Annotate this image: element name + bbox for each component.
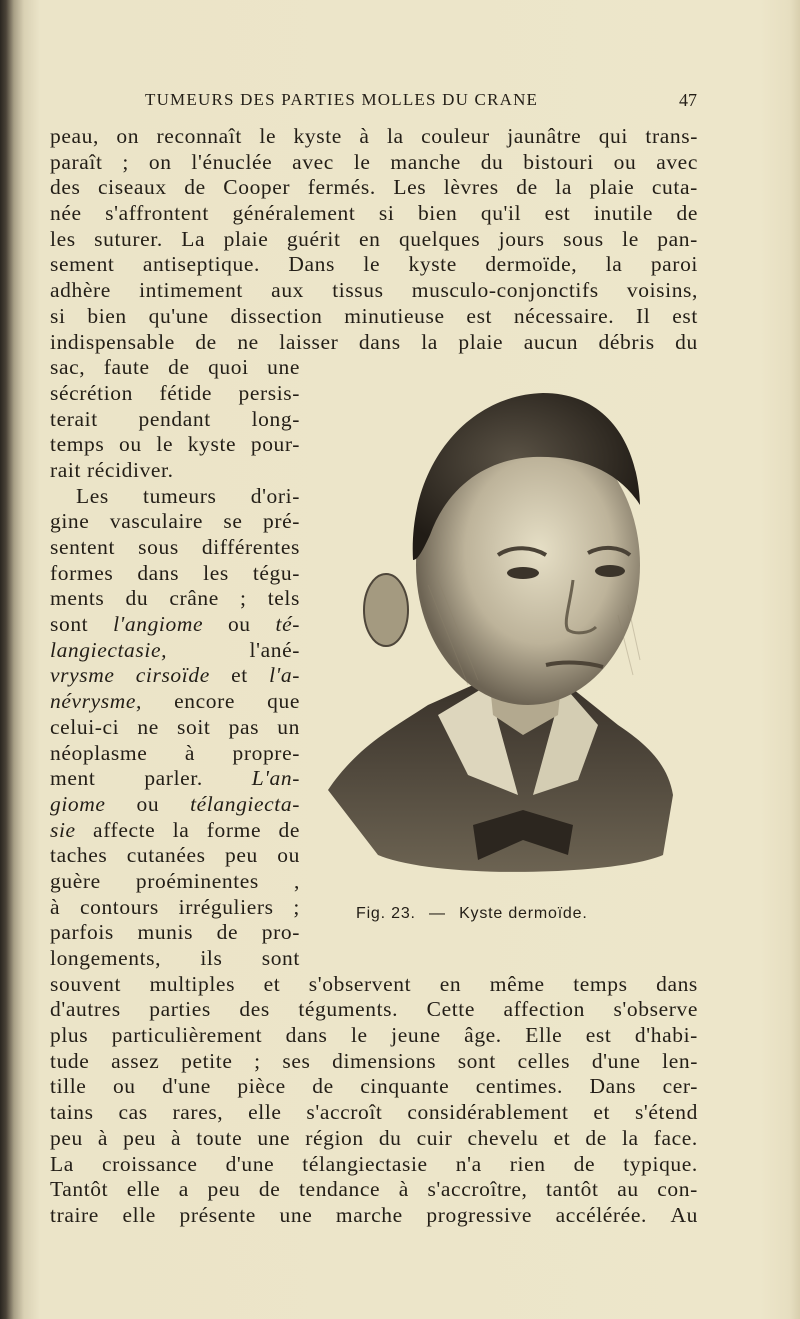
text-line: gine vasculaire se pré- <box>50 509 300 534</box>
text-line: sie affecte la forme de <box>50 817 300 842</box>
text-line: Les tumeurs d'ori- <box>76 483 300 508</box>
text-line: ment parler. L'an- <box>50 766 300 791</box>
text-line: peu à peu à toute une région du cuir chevelu et de la face. <box>50 1125 698 1150</box>
caption-text: Kyste dermoïde. <box>459 905 588 922</box>
caption-dash: — <box>429 905 446 922</box>
text-line: guère proéminentes , <box>50 868 300 893</box>
text-line: sentent sous différentes <box>50 535 300 559</box>
text-line: peau, on reconnaît le kyste à la couleur jaunâtre qui trans- <box>50 124 698 148</box>
paragraph-bottom <box>50 972 698 1229</box>
text-line: plus particulièrement dans le jeune âge. Elle est d'habi- <box>50 1023 698 1048</box>
text-line: taches cutanées peu ou <box>50 843 300 868</box>
ear <box>364 574 408 646</box>
text-line: née s'affrontent généralement si bien qu'il est inutile de <box>50 201 698 226</box>
text-line: ments du crâne ; tels <box>50 586 300 611</box>
text-line: rait récidiver. <box>50 457 174 482</box>
right-eye <box>595 565 625 577</box>
figure-caption <box>356 905 656 923</box>
text-line: celui-ci ne soit pas un <box>50 714 300 739</box>
text-line: longements, ils sont <box>50 946 300 970</box>
text-line: des ciseaux de Cooper fermés. Les lèvres de la plaie cuta- <box>50 175 698 200</box>
text-line: parfois munis de pro- <box>50 920 300 945</box>
text-line: langiectasie, l'ané- <box>50 637 300 662</box>
text-line: vrysme cirsoïde et l'a- <box>50 663 300 688</box>
text-line: Tantôt elle a peu de tendance à s'accroître, tantôt au con- <box>50 1177 698 1202</box>
paragraph-beside-figure <box>50 355 300 972</box>
running-title: TUMEURS DES PARTIES MOLLES DU CRANE <box>145 90 539 109</box>
text-line: si bien qu'une dissection minutieuse est nécessaire. Il est <box>50 303 698 328</box>
text-line: néoplasme à propre- <box>50 740 300 765</box>
running-header <box>145 90 697 112</box>
page-number: 47 <box>679 90 697 110</box>
text-line: à contours irréguliers ; <box>50 894 300 919</box>
text-line: temps ou le kyste pour- <box>50 432 300 457</box>
text-line: sont l'angiome ou té- <box>50 612 300 637</box>
text-line: formes dans les tégu- <box>50 560 300 585</box>
text-line: traire elle présente une marche progressive accélérée. Au <box>50 1202 698 1227</box>
text-line: d'autres parties des téguments. Cette affection s'observe <box>50 997 698 1022</box>
text-line: indispensable de ne laisser dans la plaie aucun débris du <box>50 329 698 354</box>
figure-portrait <box>318 385 688 885</box>
text-line: tude assez petite ; ses dimensions sont celles d'une len- <box>50 1048 698 1073</box>
text-line: La croissance d'une télangiectasie n'a rien de typique. <box>50 1151 698 1176</box>
text-line: les suturer. La plaie guérit en quelques jours sous le pan- <box>50 226 698 251</box>
paragraph-top <box>50 124 698 355</box>
text-line: sécrétion fétide persis- <box>50 380 300 405</box>
left-eye <box>507 567 539 579</box>
text-line: sement antiseptique. Dans le kyste dermoïde, la paroi <box>50 252 698 277</box>
text-line: paraît ; on l'énuclée avec le manche du bistouri ou avec <box>50 149 698 174</box>
text-line: sac, faute de quoi une <box>50 355 300 380</box>
text-line: tille ou d'une pièce de cinquante centimes. Dans cer- <box>50 1074 698 1099</box>
text-line: adhère intimement aux tissus musculo-conjonctifs voisins, <box>50 278 698 303</box>
text-line: giome ou télangiecta- <box>50 791 300 816</box>
caption-number: Fig. 23. <box>356 905 416 922</box>
text-line: terait pendant long- <box>50 406 300 431</box>
text-line: tains cas rares, elle s'accroît considérablement et s'étend <box>50 1100 698 1125</box>
text-line: souvent multiples et s'observent en même temps dans <box>50 971 698 996</box>
text-line: névrysme, encore que <box>50 689 300 714</box>
portrait-engraving <box>318 385 688 885</box>
